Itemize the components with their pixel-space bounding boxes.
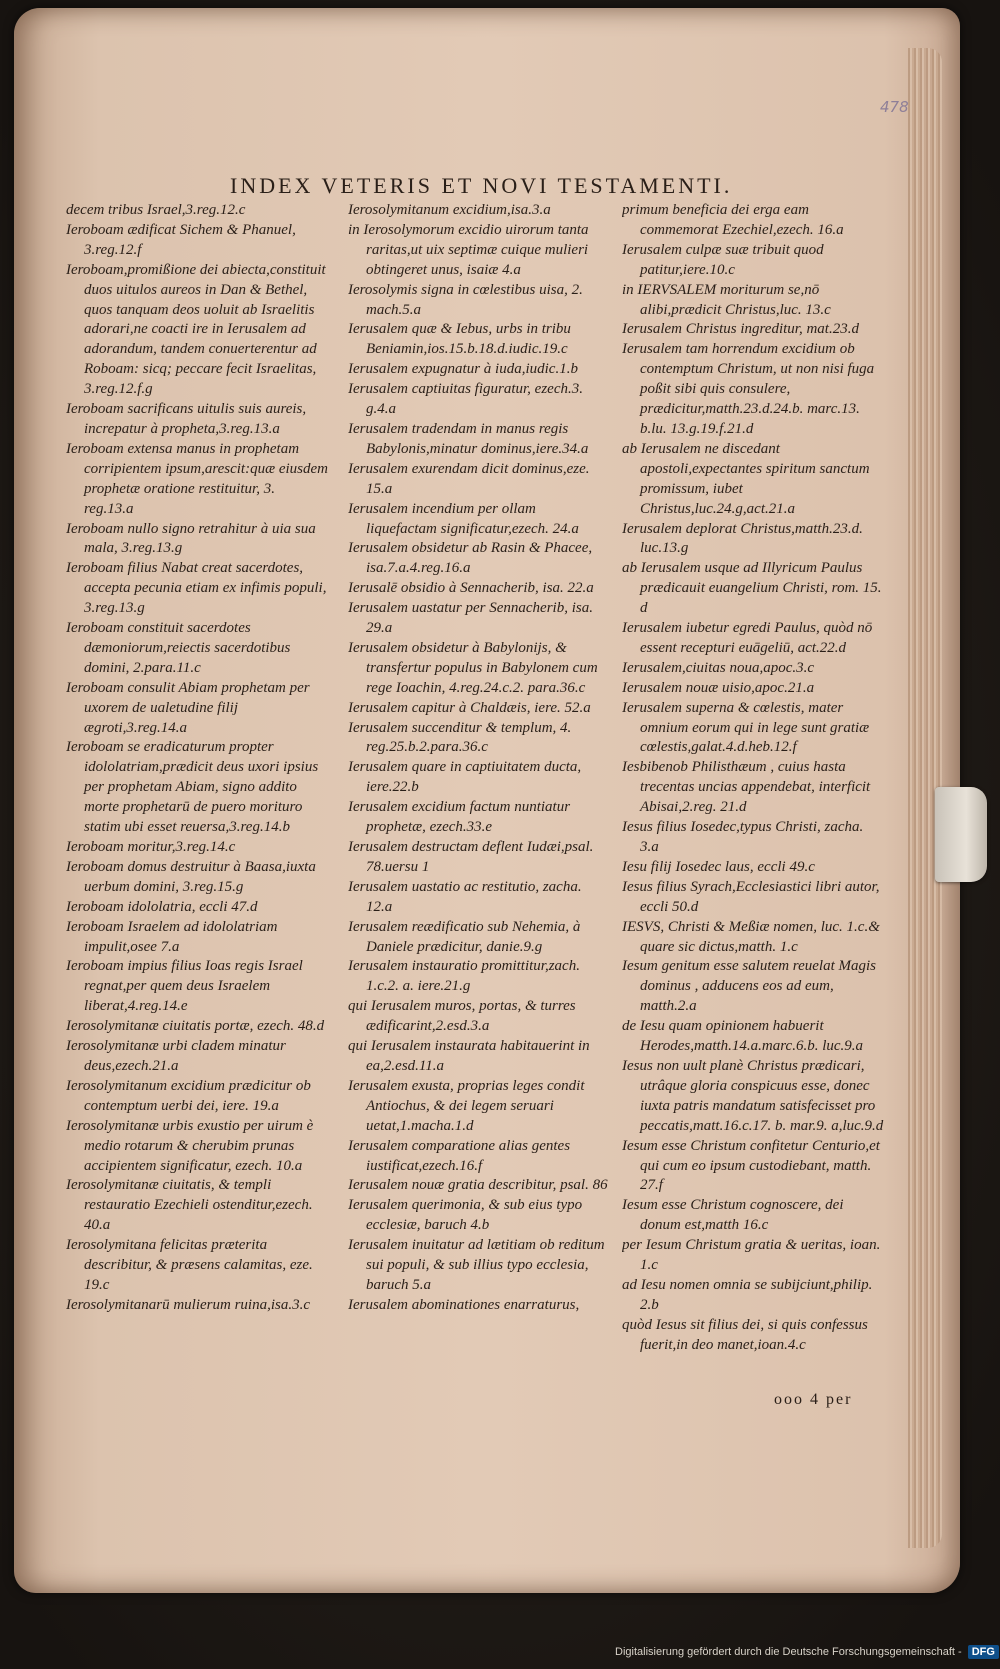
index-entry: Iesu filij Iosedec laus, eccli 49.c bbox=[622, 858, 815, 875]
index-entry: Ierusalem excidium factum nuntiatur prophetæ, ezech.33.e bbox=[348, 799, 571, 836]
index-entry: Ierosolymitanæ ciuitatis, & templi restauratio Ezechieli ostenditur,ezech. 40.a bbox=[66, 1177, 313, 1234]
index-entry: Ierusalem tradendam in manus regis Babylonis,minatur dominus,iere.34.a bbox=[348, 420, 589, 457]
index-entry: Ierusalem obsidetur ab Rasin & Phacee, isa.7.a.4.reg.16.a bbox=[348, 540, 593, 577]
running-title: INDEX VETERIS ET NOVI TESTAMENTI. bbox=[230, 173, 733, 198]
index-entry: Ierosolymitanæ urbis exustio per uirum è medio rotarum & cherubim prunas accipientem significatur, ezech. 10.a bbox=[66, 1117, 314, 1174]
index-entry: Ierusalem expugnatur à iuda,iudic.1.b bbox=[348, 361, 578, 378]
index-entry: Ierusalem reædificatio sub Nehemia, à Daniele prædicitur, danie.9.g bbox=[348, 918, 581, 955]
index-entry: Ierusalem nouæ gratia describitur, psal. 86 bbox=[348, 1177, 608, 1194]
folio-number: 478 bbox=[880, 98, 909, 116]
index-entry: Ierosolymitanæ ciuitatis portæ, ezech. 48.d bbox=[66, 1018, 325, 1035]
index-entry: Ierosolymitana felicitas præterita describitur, & præsens calamitas, eze. 19.c bbox=[66, 1237, 313, 1293]
index-entry: Ieroboam sacrificans uitulis suis aureis, increpatur à propheta,3.reg.13.a bbox=[66, 401, 307, 437]
index-entry: Ieroboam,promißione dei abiecta,constituit duos uitulos aureos in Dan & Bethel, quos tanquam deos uoluit ab Israelitis adorari,ne coacti ire in Ierusalem ad adorandum, tandem conuerterentur ad Roboam: sicq; peccare fecit Israelitas, 3.reg.12.f.g bbox=[66, 261, 326, 398]
index-column-2 bbox=[348, 201, 610, 1391]
index-entry: primum beneficia dei erga eam commemorat Ezechiel,ezech. 16.a bbox=[622, 202, 844, 238]
index-entry: decem tribus Israel,3.reg.12.c bbox=[66, 202, 246, 218]
index-entry: Ierosolymitanum excidium,isa.3.a bbox=[348, 202, 551, 218]
digitization-credit bbox=[615, 1645, 999, 1659]
index-entry: Ieroboam consulit Abiam prophetam per uxorem de ualetudine filij ægroti,3.reg.14.a bbox=[66, 679, 310, 736]
index-entry: Iesum esse Christum confitetur Centurio,et qui cum eo ipsum custodiebant, matth. 27.f bbox=[622, 1137, 880, 1194]
index-entry: per Iesum Christum gratia & ueritas, ioan. 1.c bbox=[622, 1237, 881, 1274]
index-entry: Ierusalem exusta, proprias leges condit Antiochus, & dei legem seruari uetat,1.macha.1.d bbox=[348, 1077, 585, 1134]
index-entry: Ierusalem instauratio promittitur,zach. 1.c.2. a. iere.21.g bbox=[348, 958, 580, 995]
index-entry: qui Ierusalem instaurata habitauerint in ea,2.esd.11.a bbox=[348, 1038, 590, 1074]
index-entry: Iesum esse Christum cognoscere, dei donum est,matth 16.c bbox=[622, 1197, 844, 1234]
index-entry: Ierusalem incendium per ollam liquefactam significatur,ezech. 24.a bbox=[348, 500, 579, 537]
index-entry: in IERVSALEM moriturum se,nō alibi,prædicit Christus,luc. 13.c bbox=[622, 281, 831, 318]
index-entry: Iesbibenob Philisthæum , cuius hasta trecentas uncias appendebat, interficit Abisai,2.reg. 21.d bbox=[622, 759, 871, 816]
index-entry: Ierusalem exurendam dicit dominus,eze. 15.a bbox=[348, 460, 590, 497]
index-entry: Ierusalem querimonia, & sub eius typo ecclesiæ, baruch 4.b bbox=[348, 1197, 583, 1234]
index-entry: Iesum genitum esse salutem reuelat Magis dominus , adducens eos ad eum, matth.2.a bbox=[622, 958, 876, 1015]
index-entry: Ierosolymitanarū mulierum ruina,isa.3.c bbox=[66, 1296, 311, 1313]
index-entry: Ierusalem tam horrendum excidium ob contemptum Christum, ut non nisi fuga poßit sibi quis consulere, prædicitur,matth.23.d.24.b. marc.13. b.lu. 13.g.19.f.21.d bbox=[622, 341, 875, 437]
index-column-3 bbox=[622, 201, 884, 1391]
index-entry: Ierusalem iubetur egredi Paulus, quòd nō essent recepturi euāgeliū, act.22.d bbox=[622, 620, 873, 656]
index-entry: Iesus non uult planè Christus prædicari, utrâque gloria conspicuus esse, donec iuxta patris mandatum satisfecisset pro peccatis,matt.16.c.17. b. mar.9. a,luc.9.d bbox=[622, 1057, 884, 1134]
index-entry: Ierusalem obsidetur à Babylonijs, & transfertur populus in Babylonem cum rege Ioachin, 4.reg.24.c.2. para.36.c bbox=[348, 639, 598, 696]
index-entry: Ierusalem,ciuitas noua,apoc.3.c bbox=[622, 659, 815, 676]
index-entry: Ierosolymitanum excidium prædicitur ob contemptum uerbi dei, iere. 19.a bbox=[66, 1077, 311, 1114]
index-entry: Ierusalem uastatur per Sennacherib, isa. 29.a bbox=[348, 600, 593, 637]
index-entry: Ieroboam extensa manus in prophetam corripientem ipsum,arescit:quæ eiusdem prophetæ oratione restituitur, 3. reg.13.a bbox=[66, 440, 328, 517]
index-entry: Ierusalem captiuitas figuratur, ezech.3. g.4.a bbox=[348, 381, 583, 418]
index-entry: Ierusalem uastatio ac restitutio, zacha. 12.a bbox=[348, 878, 582, 915]
index-entry: Ieroboam constituit sacerdotes dæmoniorum,reiectis sacerdotibus domini, 2.para.11.c bbox=[66, 620, 291, 676]
page-tab-marker bbox=[935, 787, 987, 882]
index-entry: ad Iesu nomen omnia se subijciunt,philip. 2.b bbox=[622, 1276, 873, 1313]
index-entry: Ieroboam filius Nabat creat sacerdotes, accepta pecunia etiam ex infimis populi, 3.reg.13.g bbox=[66, 560, 327, 617]
index-entry: Ierusalem destructam deflent Iudæi,psal. 78.uersu 1 bbox=[348, 839, 594, 875]
index-entry: quòd Iesus sit filius dei, si quis confessus fuerit,in deo manet,ioan.4.c bbox=[622, 1316, 868, 1353]
index-entry: IESVS, Christi & Meßiæ nomen, luc. 1.c.& quare sic dictus,matth. 1.c bbox=[622, 918, 880, 955]
index-entry: de Iesu quam opinionem habuerit Herodes,matth.14.a.marc.6.b. luc.9.a bbox=[622, 1018, 864, 1055]
index-entry: Ierusalem culpæ suæ tribuit quod patitur,iere.10.c bbox=[622, 241, 824, 278]
index-entry: Iesus filius Iosedec,typus Christi, zacha. 3.a bbox=[622, 819, 864, 855]
index-entry: Ierusalem succenditur & templum, 4. reg.25.b.2.para.36.c bbox=[348, 719, 572, 756]
index-entry: Ierusalem deplorat Christus,matth.23.d. luc.13.g bbox=[622, 520, 863, 557]
index-entry: Ierusalem inuitatur ad lætitiam ob reditum sui populi, & sub illius typo ecclesia, baruch 5.a bbox=[348, 1237, 605, 1293]
index-entry: Ieroboam idololatria, eccli 47.d bbox=[66, 898, 258, 915]
index-entry: Ierusalem quare in captiuitatem ducta, iere.22.b bbox=[348, 759, 582, 796]
index-entry: Ieroboam impius filius Ioas regis Israel regnat,per quem deus Israelem liberat,4.reg.14.e bbox=[66, 958, 303, 1015]
index-entry: Ieroboam ædificat Sichem & Phanuel, 3.reg.12.f bbox=[66, 221, 296, 258]
dfg-logo: DFG bbox=[968, 1645, 999, 1659]
index-entry: qui Ierusalem muros, portas, & turres ædificarint,2.esd.3.a bbox=[348, 998, 576, 1035]
index-entry: Ierusalem capitur à Chaldæis, iere. 52.a bbox=[348, 699, 591, 716]
index-entry: Ieroboam se eradicaturum propter idololatriam,prædicit deus uxori ipsius per prophetam Abiam, signo addito morte prophetarū de puero morituro statim ubi esset reuersa,3.reg.14.b bbox=[66, 739, 319, 836]
index-entry: Ieroboam Israelem ad idololatriam impulit,osee 7.a bbox=[66, 918, 278, 955]
index-entry: Ierusalem quæ & Iebus, urbs in tribu Beniamin,ios.15.b.18.d.iudic.19.c bbox=[348, 321, 571, 358]
index-entry: Ierusalem Christus ingreditur, mat.23.d bbox=[622, 321, 859, 338]
book-page bbox=[14, 8, 960, 1593]
index-entry: Ierusalem abominationes enarraturus, bbox=[348, 1296, 580, 1313]
index-entry: Ieroboam nullo signo retrahitur à uia sua mala, 3.reg.13.g bbox=[66, 520, 316, 557]
index-entry: in Ierosolymorum excidio uirorum tanta raritas,ut uix septimæ cuique mulieri obtingeret unus, isaiæ 4.a bbox=[348, 221, 589, 278]
index-entry: ab Ierusalem ne discedant apostoli,expectantes spiritum sanctum promissum, iubet Christus,luc.24.g,act.21.a bbox=[622, 440, 870, 517]
index-entry: Ierosolymitanæ urbi cladem minatur deus,ezech.21.a bbox=[66, 1038, 286, 1074]
credit-text: Digitalisierung gefördert durch die Deutsche Forschungsgemeinschaft - bbox=[615, 1646, 962, 1658]
index-entry: Ierusalem comparatione alias gentes iustificat,ezech.16.f bbox=[348, 1137, 571, 1174]
index-entry: Ieroboam moritur,3.reg.14.c bbox=[66, 839, 236, 855]
index-entry: Iesus filius Syrach,Ecclesiastici libri autor, eccli 50.d bbox=[622, 878, 880, 915]
index-column-1 bbox=[66, 201, 328, 1391]
index-entry: Ieroboam domus destruitur à Baasa,iuxta uerbum domini, 3.reg.15.g bbox=[66, 858, 316, 895]
index-entry: ab Ierusalem usque ad Illyricum Paulus prædicauit euangelium Christi, rom. 15. d bbox=[622, 560, 882, 617]
index-entry: Ierusalē obsidio à Sennacherib, isa. 22.a bbox=[348, 580, 594, 597]
catchword: ooo 4 per bbox=[774, 1391, 853, 1408]
index-entry: Ierusalem nouæ uisio,apoc.21.a bbox=[622, 679, 815, 696]
index-entry: Ierusalem superna & cœlestis, mater omnium eorum qui in lege sunt gratiæ cœlestis,galat.4.d.heb.12.f bbox=[622, 699, 870, 756]
index-entry: Ierosolymis signa in cœlestibus uisa, 2. mach.5.a bbox=[348, 281, 583, 318]
